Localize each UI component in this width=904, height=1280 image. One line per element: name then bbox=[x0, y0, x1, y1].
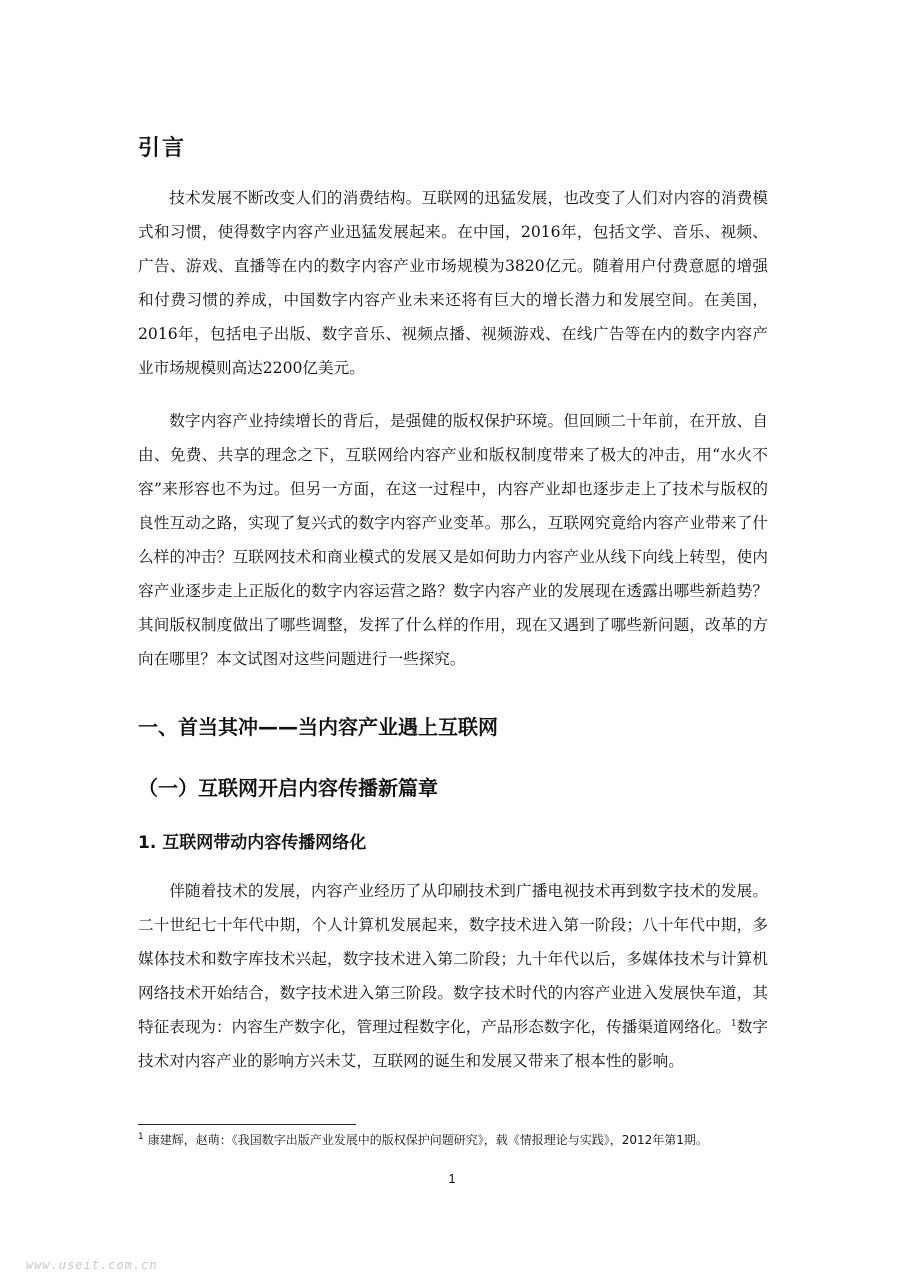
watermark: www.useit.com.cn bbox=[26, 1258, 158, 1272]
intro-paragraph-1: 技术发展不断改变人们的消费结构。互联网的迅猛发展，也改变了人们对内容的消费模式和习惯，使得数字内容产业迅猛发展起来。在中国，2016年，包括文学、音乐、视频、广告、游戏、直播等在内的数字内容产业市场规模为3820亿元。随着用户付费意愿的增强和付费习惯的养成，中国数字内容产业未来还将有巨大的增长潜力和发展空间。在美国，2016年，包括电子出版、数字音乐、视频点播、视频游戏、在线广告等在内的数字内容产业市场规模则高达2200亿美元。 bbox=[138, 189, 768, 377]
subsubsection-heading: 1. 互联网带动内容传播网络化 bbox=[138, 833, 367, 853]
section-paragraph bbox=[138, 874, 768, 1078]
section-paragraph-part1: 伴随着技术的发展，内容产业经历了从印刷技术到广播电视技术再到数字技术的发展。二十世纪七十年代中期，个人计算机发展起来，数字技术进入第一阶段；八十年代中期，多媒体技术和数字库技术兴起，数字技术进入第二阶段；九十年代以后，多媒体技术与计算机网络技术开始结合，数字技术进入第三阶段。数字技术时代的内容产业进入发展快车道，其特征表现为：内容生产数字化，管理过程数字化，产品形态数字化，传播渠道网络化。 bbox=[138, 882, 768, 1036]
footnote-reference[interactable]: 1 bbox=[731, 1018, 737, 1029]
footnote bbox=[138, 1131, 778, 1149]
page-number: 1 bbox=[448, 1171, 456, 1186]
section-heading: 一、首当其冲——当内容产业遇上互联网 bbox=[138, 715, 498, 739]
section-paragraph-part2: 数字技术对内容产业的影响方兴未艾，互联网的诞生和发展又带来了根本性的影响。 bbox=[138, 1018, 768, 1070]
footnote-text: 康建辉，赵萌：《我国数字出版产业发展中的版权保护问题研究》，载《情报理论与实践》，2012年第1期。 bbox=[147, 1133, 708, 1147]
footnote-divider bbox=[138, 1124, 356, 1125]
subsection-heading: （一）互联网开启内容传播新篇章 bbox=[138, 776, 438, 800]
intro-heading: 引言 bbox=[138, 136, 187, 161]
footnote-number: 1 bbox=[138, 1132, 144, 1142]
intro-paragraph-2: 数字内容产业持续增长的背后，是强健的版权保护环境。但回顾二十年前，在开放、自由、免费、共享的理念之下，互联网给内容产业和版权制度带来了极大的冲击，用“水火不容”来形容也不为过。但另一方面，在这一过程中，内容产业却也逐步走上了技术与版权的良性互动之路，实现了复兴式的数字内容产业变革。那么，互联网究竟给内容产业带来了什么样的冲击？互联网技术和商业模式的发展又是如何助力内容产业从线下向线上转型，使内容产业逐步走上正版化的数字内容运营之路？数字内容产业的发展现在透露出哪些新趋势？其间版权制度做出了哪些调整，发挥了什么样的作用，现在又遇到了哪些新问题，改革的方向在哪里？本文试图对这些问题进行一些探究。 bbox=[138, 412, 768, 668]
